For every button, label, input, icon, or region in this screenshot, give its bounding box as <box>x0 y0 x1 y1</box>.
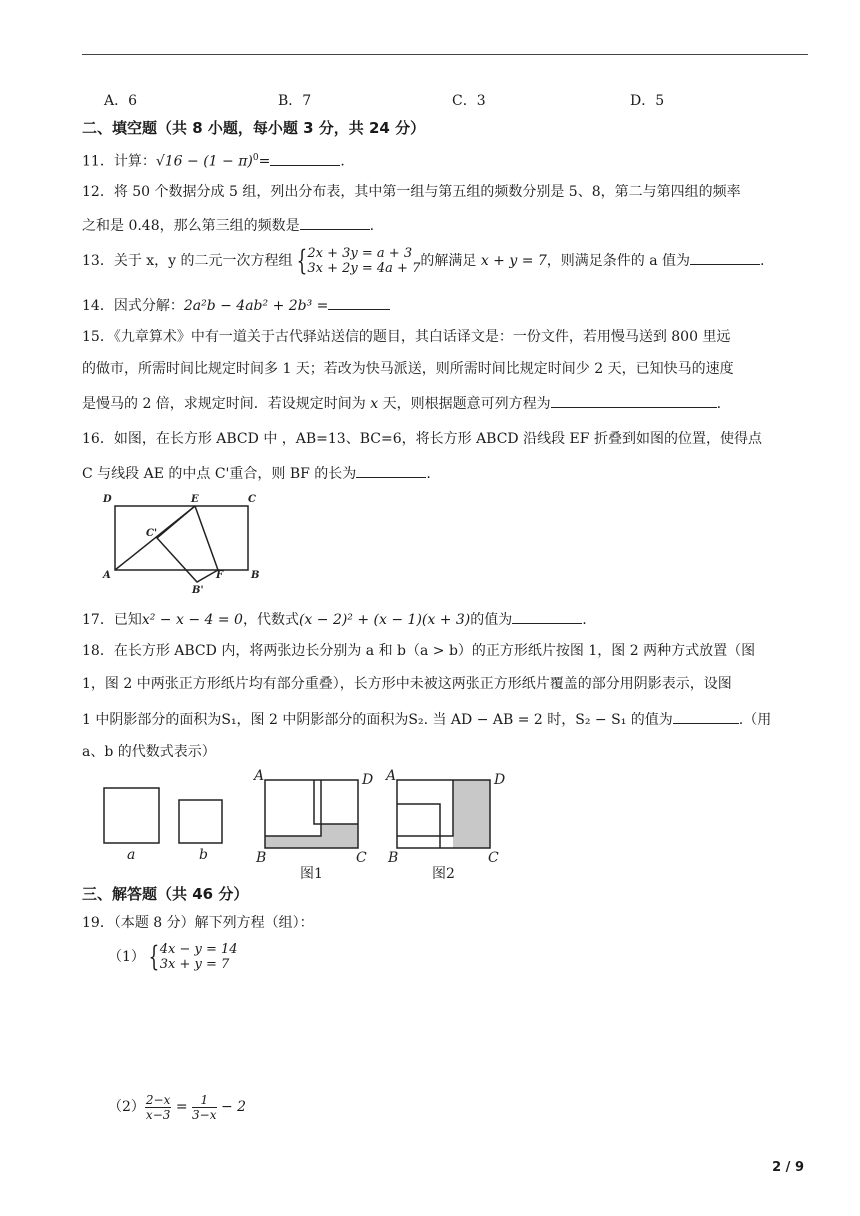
answer-blank <box>551 392 717 408</box>
label-b-fig2: B <box>388 850 399 866</box>
square-a-in-fig2 <box>397 780 453 836</box>
answer-blank <box>270 150 340 166</box>
choice-c: C．3 <box>452 93 486 109</box>
figure-1 <box>265 780 358 848</box>
label-a: A <box>103 570 111 581</box>
page-number: 2 / 9 <box>772 1160 804 1175</box>
answer-blank <box>690 249 760 265</box>
question-18-line3: 1 中阴影部分的面积为S₁，图 2 中阴影部分的面积为S₂. 当 AD − AB = 2 时，S₂ − S₁ 的值为 .（用 <box>82 708 771 730</box>
label-a-fig2: A <box>386 768 397 784</box>
label-b: B <box>251 570 260 581</box>
brace: { <box>296 244 307 277</box>
question-15-line2: 的做市，所需时间比规定时间多 1 天；若改为快马派送，则所需时间比规定时间少 2 天，已知快马的速度 <box>82 361 734 377</box>
answer-blank <box>356 462 426 478</box>
question-17: 17．已知x² − x − 4 = 0，代数式(x − 2)² + (x − 1)(x + 3)的值为 . <box>82 608 587 630</box>
question-16-line2: C 与线段 AE 的中点 C'重合，则 BF 的长为 . <box>82 462 431 484</box>
answer-blank <box>512 608 582 624</box>
label-f: F <box>216 570 224 581</box>
choice-b: B．7 <box>278 93 312 109</box>
fraction: $\frac{1}{3-x}$ <box>192 1092 217 1122</box>
question-19-part1: （1） { 4x − y = 14 3x + y = 7 <box>108 940 238 973</box>
square-a <box>104 788 159 843</box>
square-a-in-fig1 <box>265 780 321 836</box>
squares-figure <box>96 766 516 884</box>
answer-blank <box>328 294 390 310</box>
question-12-line2: 之和是 0.48，那么第三组的频数是 . <box>82 214 374 236</box>
question-16-line1: 16．如图，在长方形 ABCD 中 ，AB=13、BC=6，将长方形 ABCD 沿线段 EF 折叠到如图的位置，使得点 <box>82 431 762 447</box>
question-19: 19．（本题 8 分）解下列方程（组）： <box>82 915 314 931</box>
brace: { <box>148 940 160 973</box>
label-b-prime: B' <box>192 585 204 594</box>
label-d-fig2: D <box>494 772 506 788</box>
choice-a: A．6 <box>104 93 138 109</box>
equation-system: 4x − y = 14 3x + y = 7 <box>159 942 238 972</box>
equation-system: 2x + 3y = a + 3 3x + 2y = 4a + 7 <box>307 246 421 276</box>
caption-fig1: 图1 <box>300 866 323 882</box>
header-rule <box>82 54 808 55</box>
segment-ef <box>195 506 218 570</box>
label-e: E <box>191 494 199 505</box>
question-18-line4: a、b 的代数式表示） <box>82 744 216 760</box>
caption-fig2: 图2 <box>432 866 455 882</box>
shaded-region-2 <box>453 780 490 848</box>
label-c-fig1: C <box>356 850 367 866</box>
rectangle-fold-figure <box>96 490 268 594</box>
question-19-part2: （2） $\frac{2-x}{x-3}$ = $\frac{1}{3-x}$ − 2 <box>108 1092 247 1122</box>
label-d-fig1: D <box>362 772 374 788</box>
square-b <box>179 800 222 843</box>
question-18-line1: 18．在长方形 ABCD 内，将两张边长分别为 a 和 b（a > b）的正方形纸片按图 1，图 2 两种方式放置（图 <box>82 643 756 659</box>
answer-blank <box>300 214 370 230</box>
question-12-line1: 12．将 50 个数据分成 5 组，列出分布表，其中第一组与第五组的频数分别是 5、8，第二与第四组的频率 <box>82 184 741 200</box>
section3-title: 三、解答题（共 46 分） <box>82 885 249 903</box>
label-a-fig1: A <box>254 768 265 784</box>
label-b-fig1: B <box>256 850 267 866</box>
question-14: 14．因式分解：2a²b − 4ab² + 2b³ = <box>82 294 390 316</box>
label-c: C <box>248 494 256 505</box>
label-c-fig2: C <box>488 850 499 866</box>
figure-2 <box>397 780 490 848</box>
question-15-line3: 是慢马的 2 倍，求规定时间．若设规定时间为 x 天，则根据题意可列方程为 . <box>82 392 721 414</box>
rectangle-abcd <box>115 506 248 570</box>
square-b-in-fig2 <box>397 804 440 848</box>
label-d: D <box>103 494 112 505</box>
label-b-square: b <box>199 847 208 863</box>
label-a-square: a <box>127 847 136 863</box>
question-15-line1: 15．《九章算术》中有一道关于古代驿站送信的题目，其白话译文是：一份文件，若用慢马送到 800 里远 <box>82 329 731 345</box>
answer-blank <box>673 708 739 724</box>
question-18-line2: 1，图 2 中两张正方形纸片均有部分重叠），长方形中未被这两张正方形纸片覆盖的部分用阴影表示，设图 <box>82 676 732 692</box>
question-11: 11．计算：$√16 - (1 - \pi)^0=$ . <box>82 148 345 172</box>
section2-title: 二、填空题（共 8 小题，每小题 3 分，共 24 分） <box>82 119 426 137</box>
label-c-prime: C' <box>146 528 158 539</box>
fraction: $\frac{2-x}{x-3}$ <box>145 1092 171 1122</box>
choice-d: D．5 <box>630 93 665 109</box>
question-13: 13．关于 x，y 的二元一次方程组 { 2x + 3y = a + 3 3x + 2y = 4a + 7 的解满足 x + y = 7，则满足条件的 a 值为 . <box>82 244 765 277</box>
